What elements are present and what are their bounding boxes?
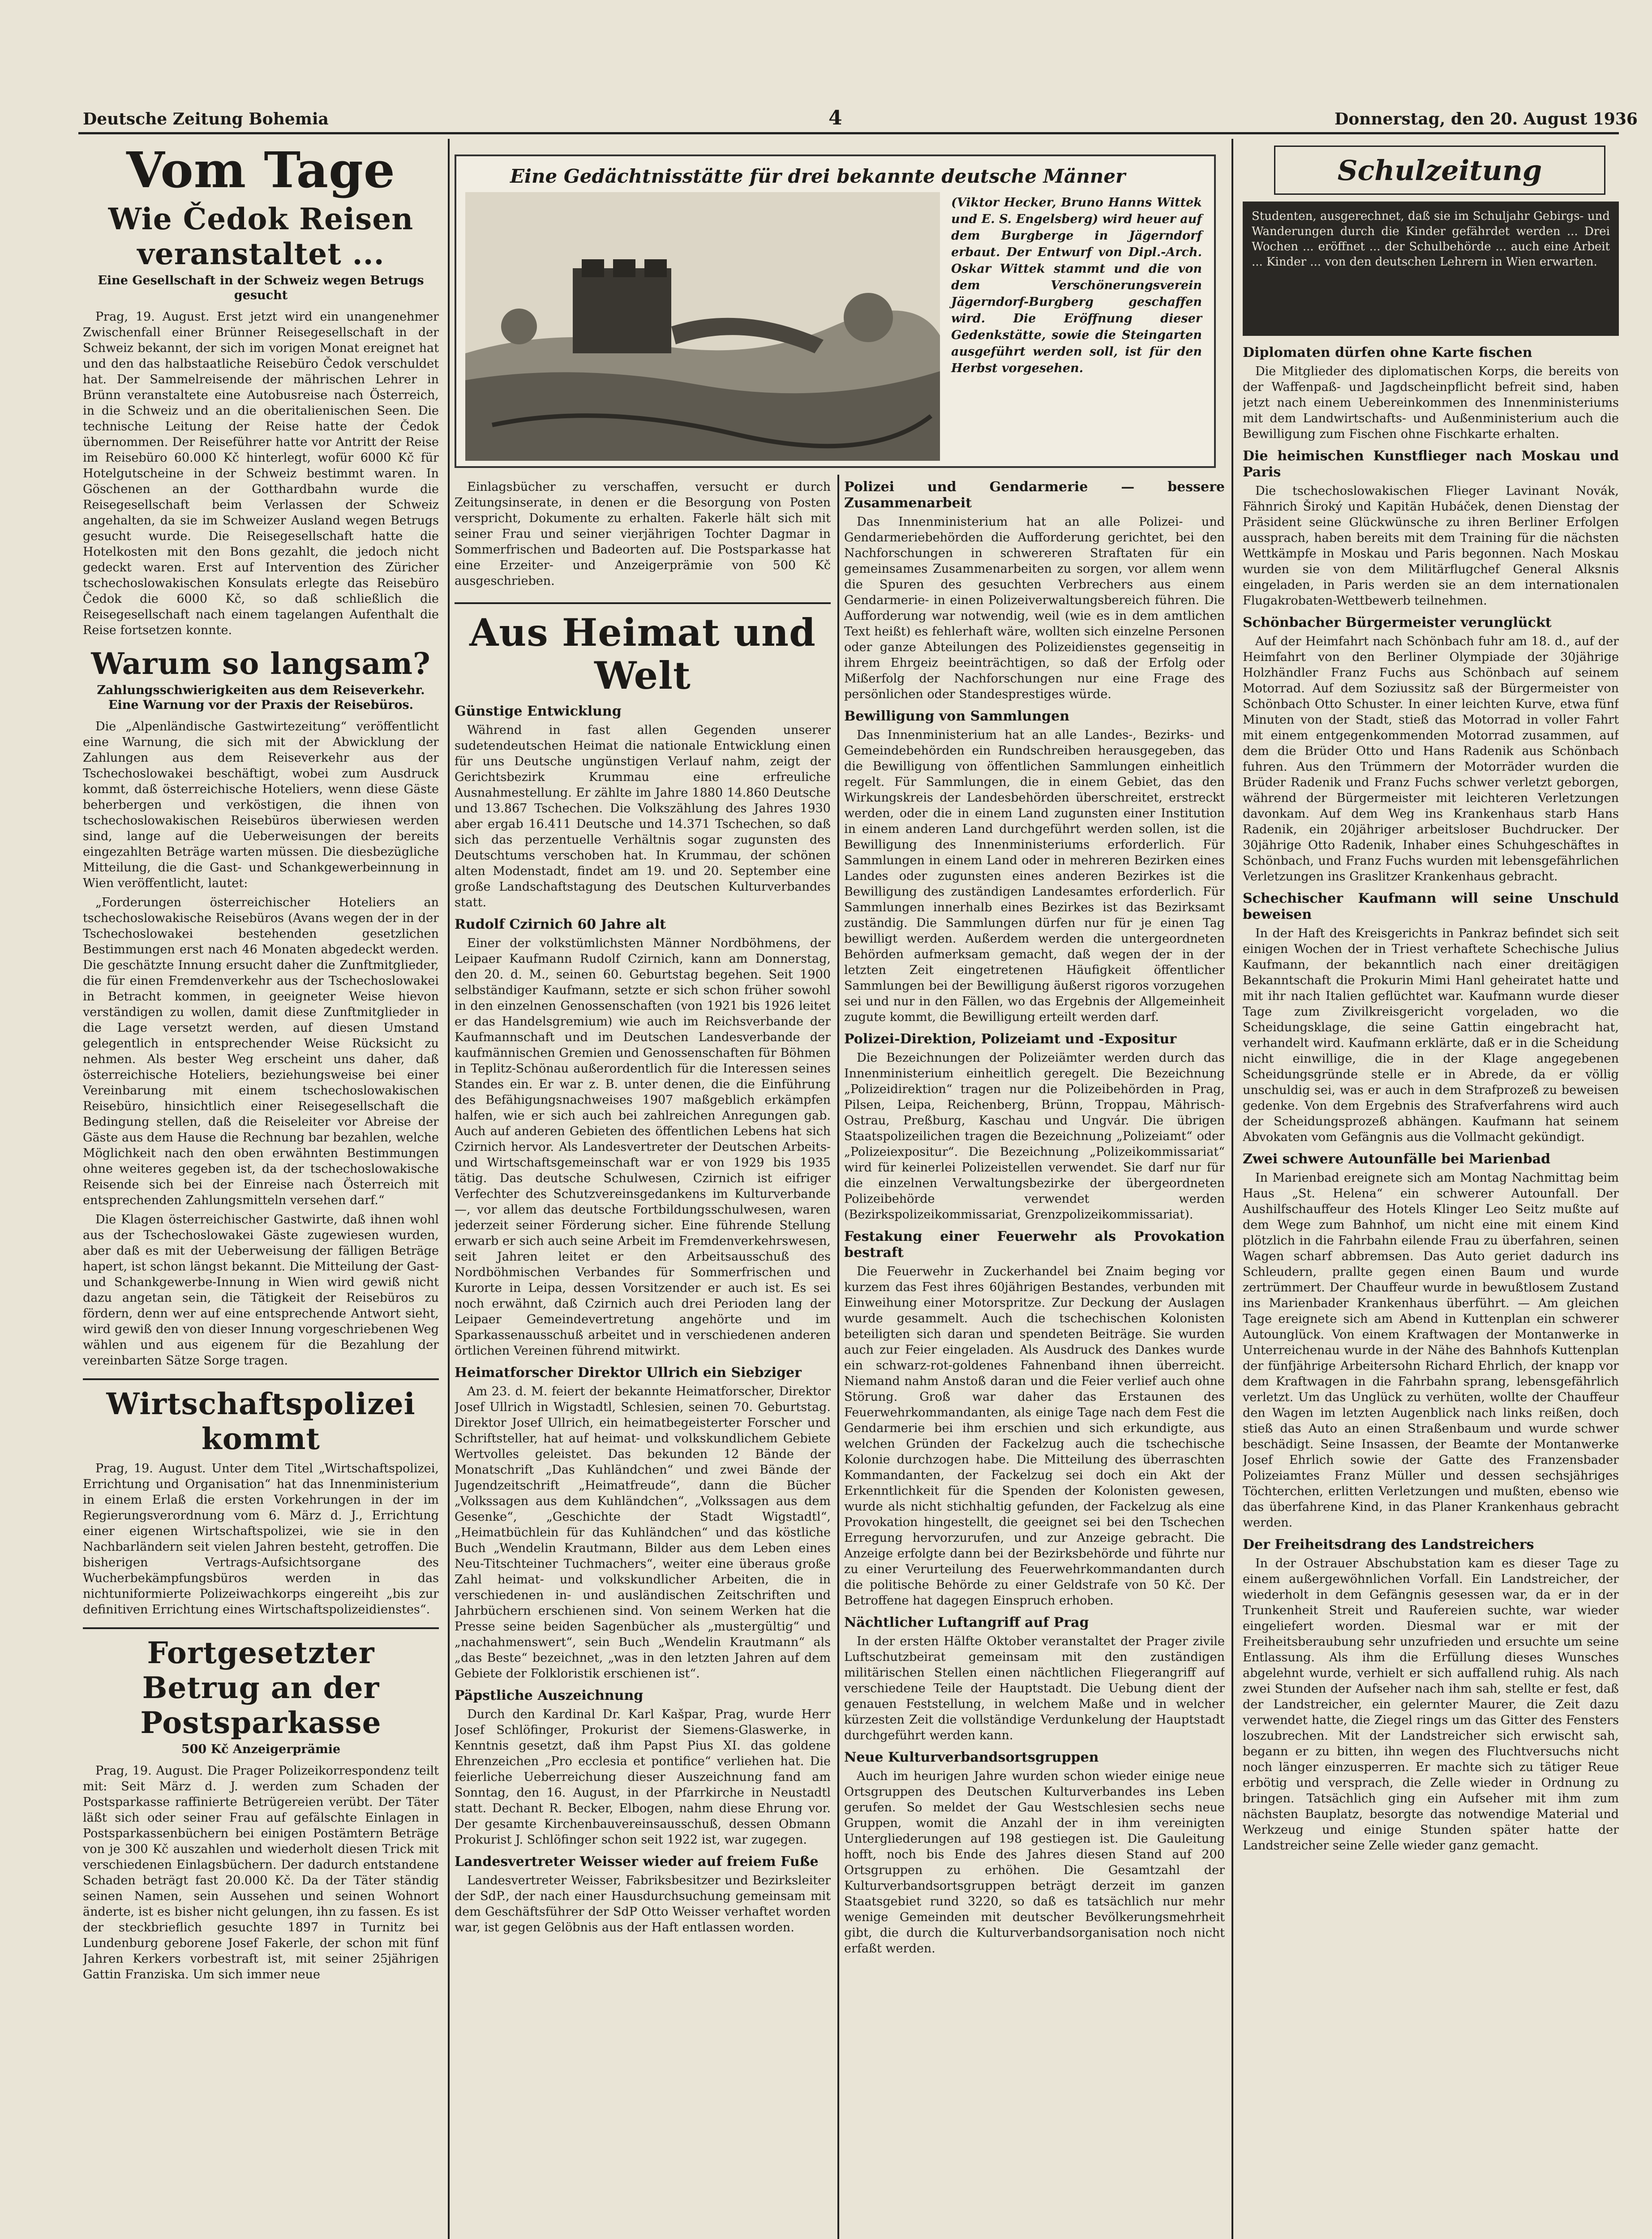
- paragraph: Landesvertreter Weisser, Fabriksbesitzer und Bezirksleiter der SdP., der nach einer Hausdurchsuchung gemeinsam mit dem Geschäftsführer der SdP Otto Weisser verhaftet worden war, ist gegen Gelöbnis aus der Haft entlassen worden.: [455, 1874, 831, 1934]
- item-title: Polizei und Gendarmerie — bessere Zusammenarbeit: [844, 479, 1225, 511]
- item-title: Schechischer Kaufmann will seine Unschuld beweisen: [1243, 891, 1619, 922]
- paragraph: Prag, 19. August. Erst jetzt wird ein unangenehmer Zwischenfall einer Brünner Reisegesellschaft in der Schweiz bekannt, der sich im vorigen Monat ereignet hat und den das halbstaatliche Reisebüro Čedok verschuldet hat. Der Sammelreisende der mährischen Lehrer in Brünn veranstaltete eine Autobusreise nach Österreich, in die Schweiz und an die oberitalienischen Seen. Die technische Leitung der Reise hatte der Čedok übernommen. Der Reiseführer hatte vor Antritt der Reise im Reisebüro 60.000 Kč hinterlegt, wofür 6000 Kč für Hotelgutscheine in der Schweiz bestimmt waren. In Göschenen an der Gotthardbahn wurde die Reisegesellschaft beim Verlassen der Schweiz angehalten, da sie im Schweizer Ausland wegen Betrugs gesucht wurde. Die Reisegesellschaft hatte die Hotelkosten mit den Bons gezahlt, die jedoch nicht gedeckt waren. Erst auf Intervention des Züricher tschechoslowakischen Konsulats erlegte das Reisebüro Čedok die 6000 Kč, so daß schließlich die Reisegesellschaft nach einem tagelangen Aufenthalt die Reise fortsetzen konnte.: [83, 310, 439, 637]
- paragraph: In der ersten Hälfte Oktober veranstaltet der Prager zivile Luftschutzbeirat gemeinsam mit den zuständigen militärischen Stellen einen nächtlichen Fliegerangriff auf verschiedene Teile der Hauptstadt. Die Uebung dient der genauen Feststellung, in welchem Maße und in welcher kürzesten Zeit die vollständige Verdunkelung der Hauptstadt durchgeführt werden kann.: [844, 1634, 1225, 1742]
- article-postsparkasse: [83, 1763, 439, 1982]
- column-3: [844, 479, 1225, 2239]
- subheadline-postsparkasse: 500 Kč Anzeigerprämie: [181, 1742, 341, 1756]
- column-divider: [837, 475, 839, 2239]
- column-3-items: [844, 479, 1225, 1956]
- paragraph: Einer der volkstümlichsten Männer Nordböhmens, der Leipaer Kaufmann Rudolf Czirnich, kann am Donnerstag, den 20. d. M., seinen 60. Geburtstag begehen. Seit 1900 selbständiger Kaufmann, setzte er sich schon früher sowohl in den einzelnen Genossenschaften (von 1921 bis 1926 leitet er das Handelsgremium) wie auch im Reichsverbande der Kaufmannschaft und im Deutschen Landesverbande der kaufmännischen Gremien und Genossenschaften für Böhmen in Teplitz-Schönau außerordentlich für die Interessen seines Standes ein. Er war z. B. unter denen, die die Einführung des Befähigungsnachweises 1907 maßgeblich erkämpfen halfen, wie er sich auch bei zahlreichen Anregungen gab. Auch auf anderen Gebieten des öffentlichen Lebens hat sich Czirnich hervor. Als Landesvertreter der Deutschen Arbeits- und Wirtschaftsgemeinschaft war er von 1929 bis 1935 tätig. Das deutsche Schulwesen, Czirnich ist eifriger Verfechter des Schutzvereinsgedankens im Kulturverbande —, vor allem das deutsche Fortbildungsschulwesen, waren jederzeit seiner Förderung sicher. Eine führende Stellung erwarb er sich auch seine Arbeit im Fremdenverkehrswesen, seit Jahren leitet er den Arbeitsausschuß des Nordböhmischen Verbandes für Sommerfrischen und Kurorte in Leipa, dessen Vorsitzender er auch ist. Es sei noch erwähnt, daß Czirnich auch drei Perioden lang der Leipaer Gemeindevertretung angehörte und im Sparkassenausschuß arbeitet und in verschiedenen anderen örtlichen Vereinen führend mitwirkt.: [455, 936, 831, 1358]
- subheadline-cedok: Eine Gesellschaft in der Schweiz wegen Betrugs gesucht: [98, 274, 424, 302]
- memorial-photo: [465, 192, 940, 461]
- item-title: Heimatforscher Direktor Ullrich ein Siebziger: [455, 1365, 802, 1381]
- item-title: Neue Kulturverbandsortsgruppen: [844, 1750, 1099, 1765]
- photo-title: Eine Gedächtnisstätte für drei bekannte deutsche Männer: [510, 165, 1126, 187]
- paragraph: Die Mitglieder des diplomatischen Korps, die bereits von der Waffenpaß- und Jagdscheinpflicht befreit sind, haben jetzt nach einem Uebereinkommen des Innenministeriums mit dem Landwirtschafts- und Außenministerium auch die Bewilligung zum Fischen ohne Fischkarte erhalten.: [1243, 365, 1619, 441]
- item-title: Schönbacher Bürgermeister verunglückt: [1243, 615, 1552, 631]
- paragraph: Die Klagen österreichischer Gastwirte, daß ihnen wohl aus der Tschechoslowakei Gäste zugewiesen wurden, aber daß es mit der Ueberweisung der fälligen Beträge hapert, ist schon längst bekannt. Die Mitteilung der Gast- und Schankgewerbe-Innung in Wien wird gewiß nicht dazu angetan sein, die Tätigkeit der Reisebüros zu fördern, denn wer auf eine entsprechende Antwort sieht, wird gewiß den von dieser Innung vorgeschriebenen Weg wählen und aus eigenem für die Bezahlung der vereinbarten Sätze Sorge tragen.: [83, 1213, 439, 1368]
- item-title: Die heimischen Kunstflieger nach Moskau und Paris: [1243, 448, 1619, 480]
- paragraph: Am 23. d. M. feiert der bekannte Heimatforscher, Direktor Josef Ullrich in Wigstadtl, Schlesien, seinen 70. Geburtstag. Direktor Josef Ullrich, ein heimatbegeisterter Forscher und Schriftsteller, hat auf heimat- und volkskundlichem Gebiete Wertvolles geleistet. Das bekunden 12 Bände der Monatschrift „Das Kuhländchen“ und zwei Bände der Jugendzeitschrift „Heimatfreude“, dann die Bücher „Volkssagen aus dem Kuhländchen“, „Volkssagen aus dem Gesenke“, „Geschichte der Stadt Wigstadtl“, „Heimatbüchlein für das Kuhländchen“ und das köstliche Buch „Wendelin Krautmann, Bilder aus dem Leben eines Neu-Titschteiner Tuchmachers“, weiter eine überaus große Zahl heimat- und volkskundlicher Arbeiten, die in verschiedenen in- und ausländischen Zeitschriften und Jahrbüchern erschienen sind. Von seinem Werken hat die Presse seine beiden Sagenbücher als „mustergültig“ und „nachahmenswert“, sein Buch „Wendelin Krautmann“ als „das Beste“ bezeichnet, „was in den letzten Jahren auf dem Gebiete der Folkloristik erschienen ist“.: [455, 1385, 831, 1681]
- paragraph: „Forderungen österreichischer Hoteliers an tschechoslowakische Reisebüros (Avans wegen der in der Tschechoslowakei bestehenden gesetzlichen Bestimmungen erst nach 46 Monaten abgedeckt werden. Die geschätzte Innung ersucht daher die Zunftmitglieder, die für einen Fremdenverkehr aus der Tschechoslowakei in Betracht kommen, in geeigneter Weise hievon verständigen zu wollen, damit diese Zunftmitglieder in die Lage versetzt werden, auf diesen Umstand gelegentlich in entsprechender Weise Rücksicht zu nehmen. Als bester Weg erscheint uns daher, daß österreichische Hoteliers, beziehungsweise bei einer Vereinbarung mit einem tschechoslowakischen Reisebüro, hinsichtlich einer Reisegesellschaft die Bedingung stellen, daß die Reiseleiter vor Abreise der Gäste aus dem Hause die Rechnung bar bezahlen, welche Möglichkeit nach den oben erwähnten Bestimmungen ohne weiteres gegeben ist, da der tschechoslowakische Reisende sich bei der Einreise nach Österreich mit entsprechenden Zahlungsmitteln versehen darf.“: [83, 896, 439, 1207]
- item-title: Nächtlicher Luftangriff auf Prag: [844, 1615, 1089, 1630]
- item-title: Festakung einer Feuerwehr als Provokation bestraft: [844, 1229, 1225, 1261]
- item-title: Päpstliche Auszeichnung: [455, 1688, 644, 1703]
- paragraph: Durch den Kardinal Dr. Karl Kašpar, Prag, wurde Herr Josef Schlöfinger, Prokurist der Siemens-Glaswerke, in Kenntnis gesetzt, daß ihm Papst Pius XI. das goldene Ehrenzeichen „Pro ecclesia et pontifice“ verliehen hat. Die feierliche Ueberreichung dieser Auszeichnung fand am Sonntag, den 16. August, in der Pfarrkirche in Neustadtl statt. Dechant R. Becker, Elbogen, nahm diese Ehrung vor. Der gesamte Kirchenbauvereinsausschuß, dessen Obmann Prokurist J. Schlöfinger schon seit 1922 ist, war zugegen.: [455, 1707, 831, 1847]
- paragraph: Die Feuerwehr in Zuckerhandel bei Znaim beging vor kurzem das Fest ihres 60jährigen Bestandes, verbunden mit Einweihung einer Motorspritze. Zur Deckung der Auslagen wurde gesammelt. Auch die tschechischen Kolonisten beteiligten sich daran und spendeten Beiträge. Sie wurden auch zur Feier eingeladen. Als Ausdruck des Dankes wurde ein schwarz-rot-goldenes Fahnenband ihnen überreicht. Niemand nahm Anstoß daran und die Feier verlief auch ohne Störung. Groß war daher das Erstaunen des Feuerwehrkommandanten, als einige Tage nach dem Fest die Gendarmerie bei ihm erschien und sich erkundigte, aus welchen Gründen der Fackelzug auch die tschechische Kolonie durchzogen habe. Die Mitteilung des überraschten Kommandanten, der Fackelzug sei doch ein Akt der Erkenntlichkeit für die Spenden der Kolonisten gewesen, wurde als nicht stichhaltig gefunden, der Fackelzug als eine Provokation hingestellt, die geeignet sei bei den Tschechen Erregung hervorzurufen, und zur Anzeige gebracht. Die Anzeige erfolgte dann bei der Bezirksbehörde und führte nur zu einer Verurteilung des Feuerwehrkommandanten durch die politische Behörde zu einer Geldstrafe von 50 Kč. Der Betroffene hat dagegen Einspruch erhoben.: [844, 1265, 1225, 1608]
- paragraph: Prag, 19. August. Die Prager Polizeikorrespondenz teilt mit: Seit März d. J. werden zum Schaden der Postsparkasse raffinierte Betrügereien verübt. Der Täter läßt sich oder seiner Frau auf gefälschte Einlagen in Postsparkassenbüchern bei einigen Postämtern Beträge von je 300 Kč auszahlen und wiederholt diesen Trick mit verschiedenen Einlagsbüchern. Der dadurch entstandene Schaden beträgt fast 20.000 Kč. Da der Täter ständig seinen Namen, sein Aussehen und seinen Wohnort änderte, ist es bisher nicht gelungen, ihn zu fassen. Es ist der steckbrieflich gesuchte 1897 in Turnitz bei Lundenburg geborene Josef Fakerle, der schon mit fünf Jahren Kerkers vorbestraft ist, mit seiner 25jährigen Gattin Franziska. Um sich immer neue: [83, 1764, 439, 1982]
- header-rule: [78, 132, 1619, 134]
- paragraph: Auch im heurigen Jahre wurden schon wieder einige neue Ortsgruppen des Deutschen Kulturverbandes ins Leben gerufen. So meldet der Gau Westschlesien sechs neue Gruppen, womit die Anzahl der in ihm vereinigten Untergliederungen auf 198 gestiegen ist. Die Gauleitung hofft, noch bis Ende des Jahres diesen Stand auf 200 Ortsgruppen zu erhöhen. Die Gesamtzahl der Kulturverbandsortsgruppen beträgt derzeit im ganzen Staatsgebiet rund 3220, so daß es tatsächlich nur mehr wenige Gemeinden mit deutscher Bevölkerungsmehrheit gibt, die durch die Kulturverbandsorganisation noch nicht erfaßt werden.: [844, 1769, 1225, 1956]
- headline-wirtschaftspolizei: Wirtschaftspolizei kommt: [83, 1378, 439, 1456]
- masthead-left: Deutsche Zeitung Bohemia: [83, 110, 329, 129]
- headline-warum: Warum so langsam?: [91, 646, 431, 681]
- item-title: Landesvertreter Weisser wieder auf freiem Fuße: [455, 1854, 819, 1870]
- column-2: [455, 479, 831, 2239]
- article-cedok: [83, 309, 439, 638]
- headline-postsparkasse: Fortgesetzter Betrug an der Postsparkasse: [83, 1627, 439, 1740]
- item-title: Diplomaten dürfen ohne Karte fischen: [1243, 345, 1532, 360]
- item-title: Polizei-Direktion, Polizeiamt und -Expositur: [844, 1031, 1177, 1047]
- article-continuation: [455, 479, 831, 589]
- date-line: Donnerstag, den 20. August 1936: [1334, 110, 1638, 129]
- subheadline-warum: Zahlungsschwierigkeiten aus dem Reiseverkehr. Eine Warnung vor der Praxis der Reisebüros.: [97, 683, 425, 712]
- schulzeitung-notice: Studenten, ausgerechnet, daß sie im Schuljahr Gebirgs- und Wanderungen durch die Kinder gefährdet werden ... Drei Wochen ... eröffnet ... der Schulbehörde ... auch eine Arbeit ... Kinder ... von den deutschen Lehrern in Wien erwarten.: [1243, 202, 1619, 336]
- page-number: 4: [828, 107, 842, 129]
- paragraph: Das Innenministerium hat an alle Polizei- und Gendarmeriebehörden die Aufforderung gerichtet, bei den Nachforschungen in schwereren Straftaten für ein gemeinsames Zusammenarbeiten zu sorgen, vor allem wenn die Spuren des gesuchten Verbrechers aus einem Gendarmerie- in einen Polizeiverwaltungsbereich führen. Die Aufforderung war notwendig, weil (wie es in dem amtlichen Text heißt) es fehlerhaft wäre, wollten sich einzelne Personen oder ganze Abteilungen des Polizeidienstes gegenseitig in ihrem Ehrgeiz beeinträchtigen, so daß der Erfolg oder Mißerfolg der Nachforschungen nur eine Frage des persönlichen oder Standesprestiges würde.: [844, 515, 1225, 701]
- headline-heimat-welt: Aus Heimat und Welt: [455, 602, 831, 697]
- paragraph: In der Haft des Kreisgerichts in Pankraz befindet sich seit einigen Wochen der in Triest verhaftete Schechische Julius Kaufmann, der bekanntlich nach einer dreitägigen Bekanntschaft die Prokurin Mimi Hanl geheiratet hatte und mit ihr nach Italien geflüchtet war. Kaufmann wurde dieser Tage zum Zivilkreisgericht vorgeladen, wo die Scheidungsklage, die seine Gattin eingebracht hat, verhandelt wird. Kaufmann erklärte, daß er in die Scheidung nicht einwillige, die in der Klage angegebenen Scheidungsgründe stelle er in Abrede, da er völlig unschuldig sei, was er auch in dem Strafprozeß zu beweisen gedenke. Von dem Ergebnis des Strafverfahrens wird auch der Scheidungsprozeß abhängen. Kaufmann hat seinem Abvokaten vom Gefängnis aus die Vollmacht gekündigt.: [1243, 926, 1619, 1144]
- item-title: Bewilligung von Sammlungen: [844, 708, 1070, 724]
- article-warum: [83, 719, 439, 1368]
- column-4: [1243, 345, 1619, 2239]
- paragraph: Auf der Heimfahrt nach Schönbach fuhr am 18. d., auf der Heimfahrt von den Berliner Olympiade der 30jährige Holzhändler Franz Fuchs aus Schönbach auf seinem Motorrad. Auf dem Soziussitz saß der Bürgermeister von Schönbach Otto Schuster. In einer leichten Kurve, etwa fünf Minuten von der Stadt, stieß das Motorrad in voller Fahrt mit einem entgegenkommenden Motorrad zusammen, auf dem die Brüder Otto und Hans Radenik aus Schönbach fuhren. Aus den Trümmern der Motorräder wurden die Brüder Radenik und Franz Fuchs schwer verletzt geborgen, während der Bürgermeister mit leichteren Verletzungen davonkam. Auf dem Weg ins Krankenhaus starb Hans Radenik, ein 20jähriger arbeitsloser Buchdrucker. Der 30jährige Otto Radenik, Inhaber eines Schuhgeschäftes in Schönbach, und Franz Fuchs wurden mit lebensgefährlichen Verletzungen ins Graslitzer Krankenhaus gebracht.: [1243, 635, 1619, 884]
- paragraph: Einlagsbücher zu verschaffen, versucht er durch Zeitungsinserate, in denen er die Besorgung von Posten verspricht, Dokumente zu erhalten. Fakerle hält sich mit seiner Frau und seiner vierjährigen Tochter Dagmar in Sommerfrischen und Badeorten auf. Die Postsparkasse hat eine Erzeiter- und Anzeigerprämie von 500 Kč ausgeschrieben.: [455, 480, 831, 588]
- schulzeitung-banner: Schulzeitung: [1274, 146, 1605, 195]
- article-wirtschaftspolizei: [83, 1461, 439, 1617]
- section-title-vom-tage: Vom Tage: [126, 143, 395, 199]
- item-title: Der Freiheitsdrang des Landstreichers: [1243, 1537, 1534, 1553]
- column-1: [83, 143, 439, 2239]
- column-divider: [1231, 139, 1233, 2239]
- photo-caption: (Viktor Hecker, Bruno Hanns Wittek und E. S. Engelsberg) wird heuer auf dem Burgberge in Jägerndorf erbaut. Der Entwurf von Dipl.-Arch. Oskar Wittek stammt und die von dem Verschönerungsverein Jägerndorf-Burgberg geschaffen wird. Die Eröffnung dieser Gedenkstätte, sowie die Steingarten ausgeführt werden soll, ist für den Herbst vorgesehen.: [951, 196, 1202, 375]
- paragraph: Während in fast allen Gegenden unserer sudetendeutschen Heimat die nationale Entwicklung einen für uns Deutsche ungünstigen Verlauf nahm, zeigt der Gerichtsbezirk Krummau eine erfreuliche Ausnahmestellung. Er zählte im Jahre 1880 14.860 Deutsche und 13.867 Tschechen. Die Volkszählung des Jahres 1930 aber ergab 16.411 Deutsche und 14.371 Tschechen, so daß sich das perzentuelle Verhältnis sogar zugunsten des Deutschtums verschoben hat. In Krummau, der schönen alten Modenstadt, findet am 19. und 20. September eine große Landschaftstagung des Deutschen Kulturverbandes statt.: [455, 723, 831, 909]
- paragraph: In Marienbad ereignete sich am Montag Nachmittag beim Haus „St. Helena“ ein schwerer Autounfall. Der Aushilfschauffeur des Hotels Klinger Leo Seitz mußte auf dem Wege zum Bahnhof, um nicht eine mit einem Kind plötzlich in die Fahrbahn eilende Frau zu überfahren, seinen Wagen scharf abbremsen. Das Auto geriet dadurch ins Schleudern, prallte gegen einen Baum und wurde zertrümmert. Der Chauffeur wurde in bewußtlosem Zustand ins Marienbader Krankenhaus überführt. — Am gleichen Tage ereignete sich am Abend in Kuttenplan ein schwerer Autounglück. Von einem Kraftwagen der Montanwerke in Unterreichenau wurde in der Nähe des Bahnhofs Kuttenplan der fünfjährige Arbeitersohn Richard Ehrlich, der knapp vor dem Kraftwagen in die Fahrbahn sprang, lebensgefährlich verletzt. Um das Unglück zu verhüten, wollte der Chauffeur den Wagen im letzten Augenblick nach links reißen, doch stieß das Auto an einen Straßenbaum und wurde schwer beschädigt. Seine Insassen, der Beamte der Montanwerke Josef Ehrlich sowie der Gatte des Franzensbader Polizeiamtes Franz Müller und dessen sechsjähriges Töchterchen, erlitten Verletzungen und mußten, ebenso wie das überfahrene Kind, in das Planer Krankenhaus gebracht werden.: [1243, 1171, 1619, 1530]
- column-divider: [448, 139, 450, 2239]
- paragraph: Prag, 19. August. Unter dem Titel „Wirtschaftspolizei, Errichtung und Organisation“ hat das Innenministerium in einem Erlaß die ersten Vorkehrungen in der im Regierungsverordnung vom 6. März d. J., Errichtung einer eigenen Wirtschaftspolizei, wie sie in den Nachbarländern seit vielen Jahren besteht, getroffen. Die bisherigen Vertrags-Aufsichtsorgane des Wucherbekämpfungsbüros werden in das nichtuniformierte Polizeiwachkorps eingereiht „bis zur definitiven Errichtung eines Wirtschaftspolizeidienstes“.: [83, 1462, 439, 1617]
- paragraph: Die „Alpenländische Gastwirtezeitung“ veröffentlicht eine Warnung, die sich mit der Abwicklung der Zahlungen aus dem Reiseverkehr aus der Tschechoslowakei beschäftigt, wobei zum Ausdruck kommt, daß österreichische Hoteliers, wenn diese Gäste beherbergen und verköstigen, die ihnen von tschechoslowakischen Reisebüros überwiesen werden sind, lange auf die Ueberweisungen der bereits eingezahlten Beträge warten müssen. Die diesbezügliche Mitteilung, die die Gast- und Schankgewerbeinnung in Wien veröffentlicht, lautet:: [83, 720, 439, 890]
- paragraph: Die tschechoslowakischen Flieger Lavinant Novák, Fähnrich Široký und Kapitän Hubáček, denen Dienstag der Präsident seine Glückwünsche zu ihren Berliner Erfolgen aussprach, haben bereits mit dem Training für die nächsten Wettkämpfe in Moskau und Paris begonnen. Nach Moskau wurden sie von dem Militärflugchef General Alksnis eingeladen, in Paris werden sie an dem internationalen Flugakrobaten-Wettbewerb teilnehmen.: [1243, 484, 1619, 608]
- column-4-items: [1243, 345, 1619, 1853]
- item-title: Zwei schwere Autounfälle bei Marienbad: [1243, 1151, 1551, 1167]
- paragraph: Die Bezeichnungen der Polizeiämter werden durch das Innenministerium einheitlich geregelt. Die Bezeichnung „Polizeidirektion“ tragen nur die Polizeibehörden in Prag, Pilsen, Leipa, Reichenberg, Brünn, Troppau, Mährisch-Ostrau, Preßburg, Kaschau und Ungvár. Die übrigen Staatspolizeilichen tragen die Bezeichnung „Polizeiamt“ oder „Polizeiexpositur“. Die Bezeichnung „Polizeikommissariat“ wird für keinerlei Polizeistellen verwendet. Sie darf nur für die einzelnen Verwaltungsbezirke der übergeordneten Polizeibehörde verwendet werden (Bezirkspolizeikommissariat, Grenzpolizeikommissariat).: [844, 1051, 1225, 1222]
- item-title: Rudolf Czirnich 60 Jahre alt: [455, 917, 666, 932]
- paragraph: In der Ostrauer Abschubstation kam es dieser Tage zu einem außergewöhnlichen Vorfall. Ein Landstreicher, der wiederholt in dem Gefängnis gesessen war, da er in der Trunkenheit Streit und Raufereien suchte, war wieder eingeliefert worden. Diesmal war er mit der Freiheitsberaubung sehr unzufrieden und ersuchte um seine Entlassung. Als ihm die Erfüllung dieses Wunsches abgelehnt wurde, verhielt er sich auffallend ruhig. Als nach zwei Stunden der Aufseher nach ihm sah, stellte er fest, daß der Landstreicher, ein gelernter Maurer, die Zeit dazu verwendet hatte, die Ziegel rings um das Gitter des Fensters loszubrechen. Mit der Landstreicher sich erwischt sah, begann er zu bitten, ihn wegen des Fluchtversuchs nicht noch länger einzusperren. Er machte sich zu tätiger Reue erbötig und versprach, die Zelle wieder in Ordnung zu bringen. Tatsächlich ging ein Aufseher mit ihm zum nächsten Bauplatz, besorgte das notwendige Material und Werkzeug und einige Stunden später hatte der Landstreicher seine Zelle wieder ganz gemacht.: [1243, 1557, 1619, 1853]
- photo-feature: [455, 154, 1216, 468]
- paragraph: Das Innenministerium hat an alle Landes-, Bezirks- und Gemeindebehörden ein Rundschreiben herausgegeben, das die Bewilligung von öffentlichen Sammlungen einheitlich regelt. Für Sammlungen, die in einem Gebiet, das den Wirkungskreis der Landesbehörden überschreitet, erstreckt werden, oder die in einem Land zugunsten einer Institution in einem anderen Land durchgeführt werden sollen, ist die Bewilligung des Innenministeriums erforderlich. Für Sammlungen in einem Land oder in mehreren Bezirken eines Landes oder zugunsten eines anderen Bezirkes ist die Bewilligung des zuständigen Landesamtes erforderlich. Für Sammlungen innerhalb eines Bezirkes ist das Bezirksamt zuständig. Die Sammlungen dürfen nur für je einen Tag bewilligt werden. Außerdem werden die untergeordneten Behörden aufmerksam gemacht, daß wegen der in der letzten Zeit eingetretenen Häufigkeit öffentlicher Sammlungen bei der Bewilligung äußerst rigoros vorzugehen sei und nur in den Fällen, wo das Ergebnis der Allgemeinheit zugute kommt, die Bewilligung erteilt werden darf.: [844, 728, 1225, 1024]
- heimat-welt-items: [455, 703, 831, 1935]
- headline-cedok: Wie Čedok Reisen veranstaltet ...: [108, 202, 414, 271]
- item-title: Günstige Entwicklung: [455, 703, 622, 719]
